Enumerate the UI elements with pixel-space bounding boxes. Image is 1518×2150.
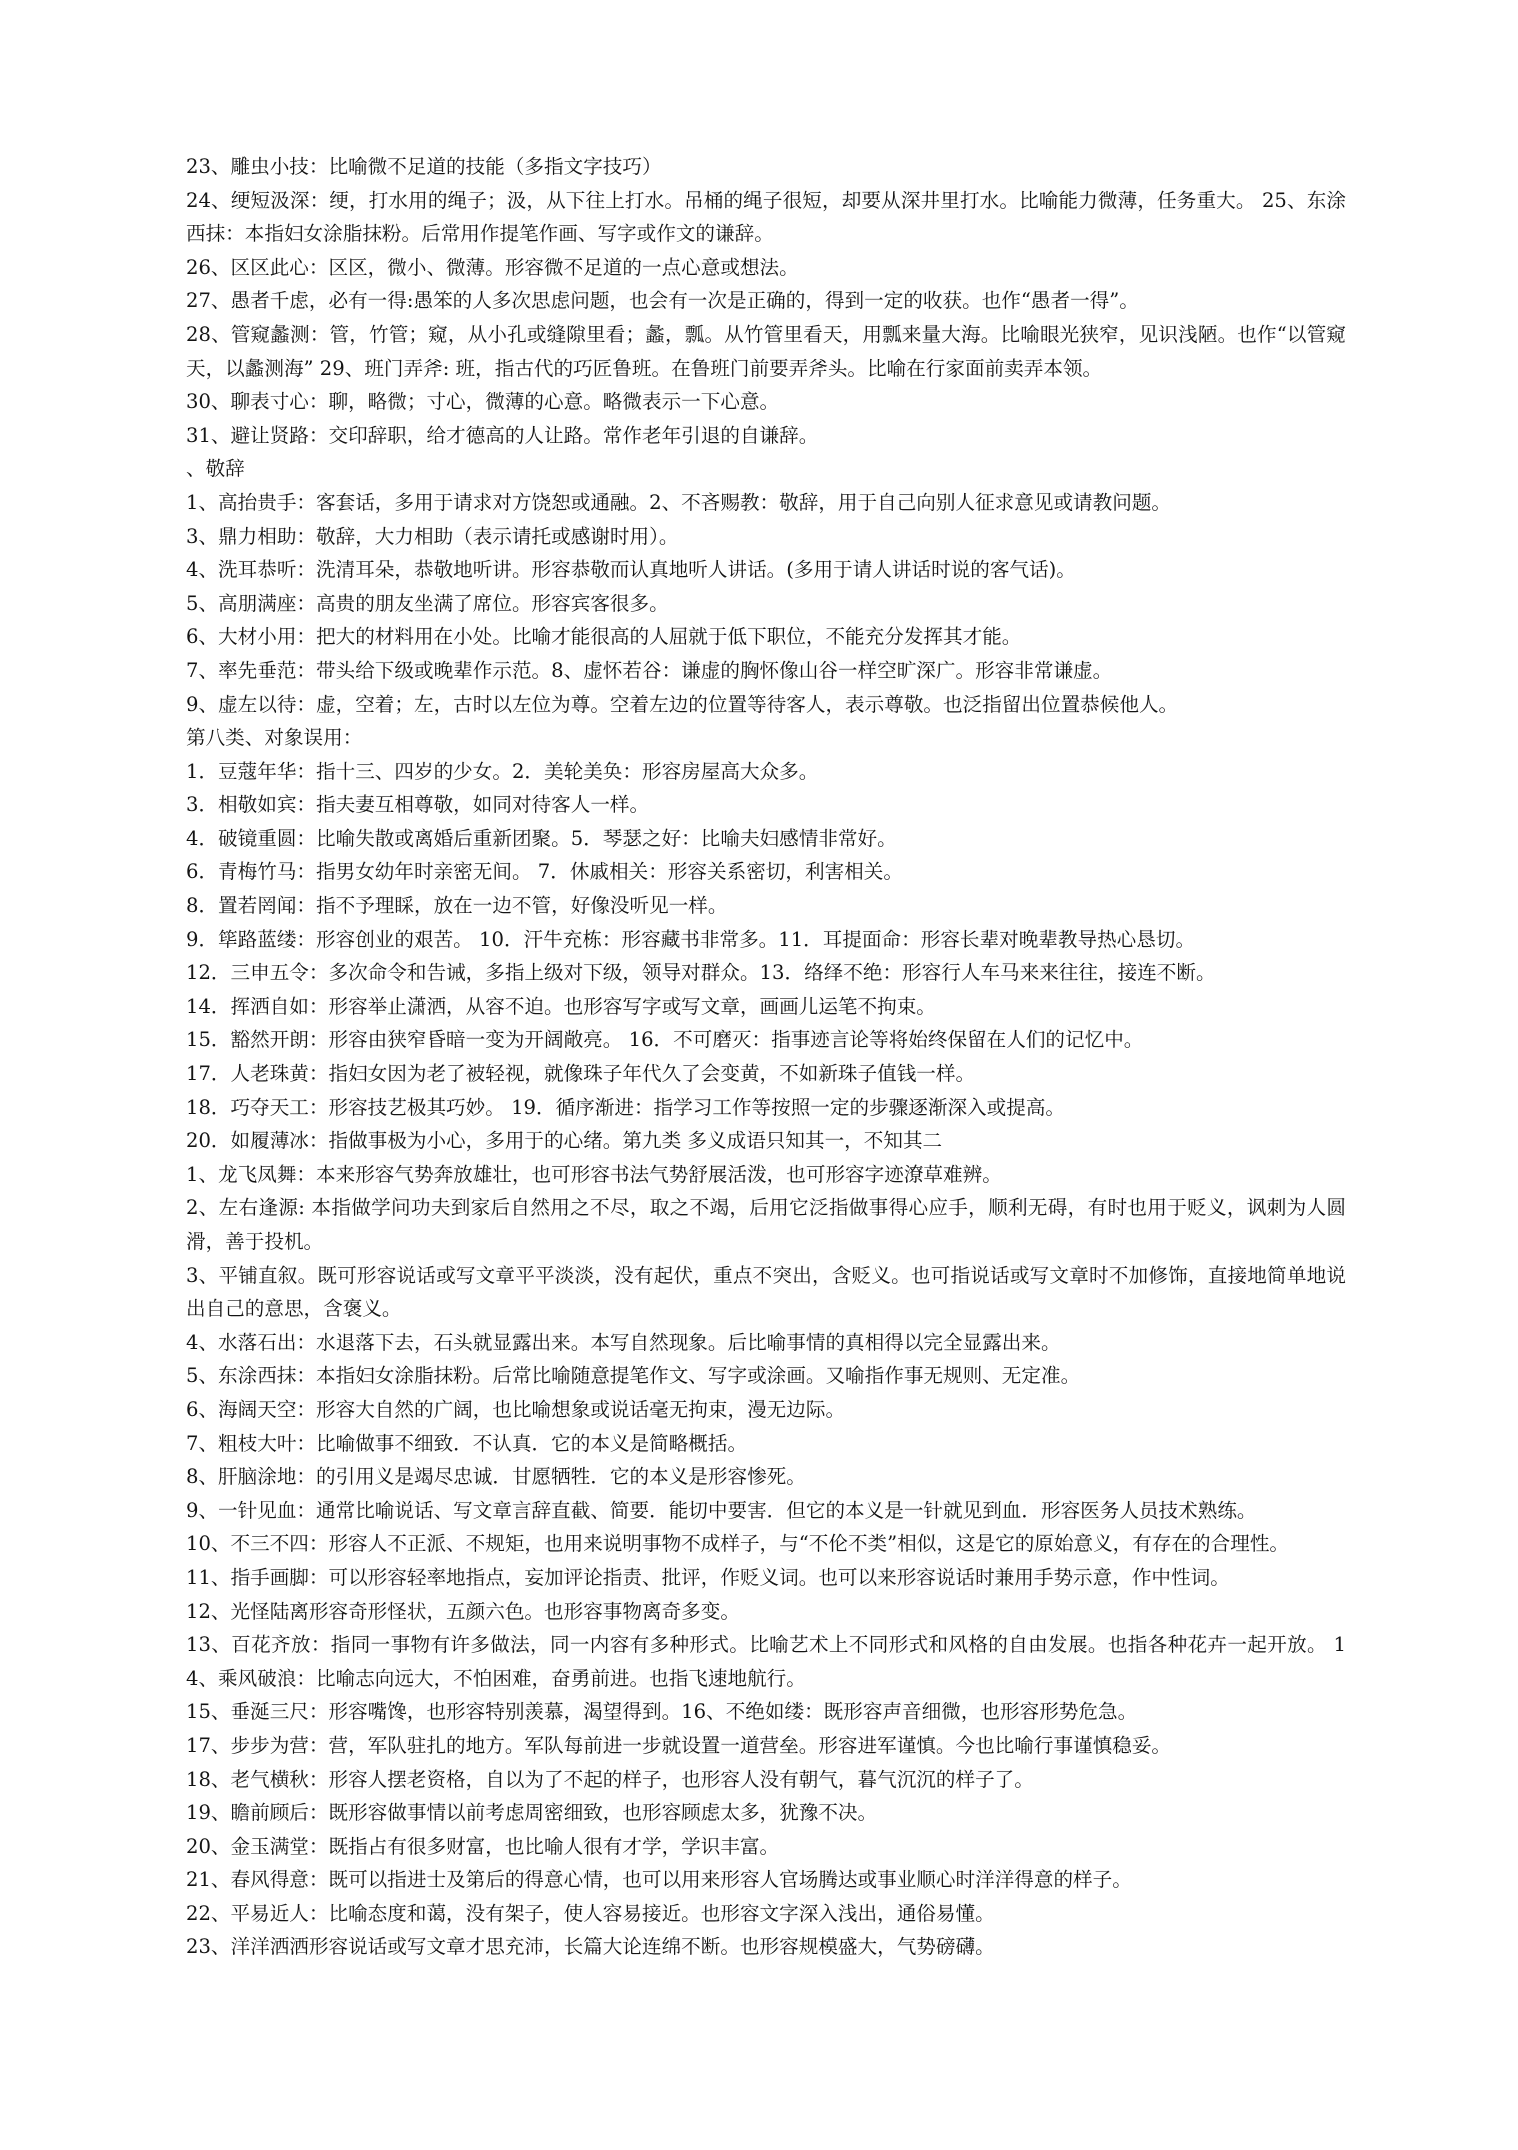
- text-paragraph: 11、指手画脚：可以形容轻率地指点，妄加评论指责、批评，作贬义词。也可以来形容说话时兼用手势示意，作中性词。: [186, 1565, 1230, 1589]
- text-paragraph: 17、步步为营：营，军队驻扎的地方。军队每前进一步就设置一道营垒。形容进军谨慎。今也比喻行事谨慎稳妥。: [186, 1733, 1172, 1757]
- text-paragraph: 第八类、对象误用：: [186, 726, 363, 750]
- text-paragraph: 4、洗耳恭听：洗清耳朵，恭敬地听讲。形容恭敬而认真地听人讲话。(多用于请人讲话时说的客气话)。: [186, 558, 1076, 582]
- text-paragraph: 9．筚路蓝缕：形容创业的艰苦。 10．汗牛充栋：形容藏书非常多。11．耳提面命：形容长辈对晚辈教导热心恳切。: [186, 927, 1196, 951]
- text-paragraph: 9、虚左以待：虚，空着；左，古时以左位为尊。空着左边的位置等待客人，表示尊敬。也泛指留出位置恭候他人。: [186, 692, 1179, 716]
- text-paragraph: 1、高抬贵手：客套话，多用于请求对方饶恕或通融。2、不吝赐教：敬辞，用于自己向别人征求意见或请教问题。: [186, 490, 1172, 514]
- text-paragraph: 14．挥洒自如：形容举止潇洒，从容不迫。也形容写字或写文章，画画儿运笔不拘束。: [186, 994, 936, 1018]
- text-paragraph: 12．三申五令：多次命令和告诫，多指上级对下级，领导对群众。13．络绎不绝：形容行人车马来来往往，接连不断。: [186, 961, 1216, 985]
- text-paragraph: 12、光怪陆离形容奇形怪状，五颜六色。也形容事物离奇多变。: [186, 1599, 740, 1623]
- text-paragraph: 4、水落石出：水退落下去，石头就显露出来。本写自然现象。后比喻事情的真相得以完全显露出来。: [186, 1330, 1061, 1354]
- text-paragraph: 5、东涂西抹：本指妇女涂脂抹粉。后常比喻随意提笔作文、写字或涂画。又喻指作事无规则、无定准。: [186, 1364, 1081, 1388]
- text-paragraph: 6、海阔天空：形容大自然的广阔，也比喻想象或说话毫无拘束，漫无边际。: [186, 1397, 846, 1421]
- text-paragraph: 13、百花齐放：指同一事物有许多做法，同一内容有多种形式。比喻艺术上不同形式和风格的自由发展。也指各种花卉一起开放。 14、乘风破浪：比喻志向远大，不怕困难，奋勇前进。也指飞速地航行。: [186, 1633, 1346, 1690]
- text-paragraph: 8．置若罔闻：指不予理睬，放在一边不管，好像没听见一样。: [186, 894, 728, 918]
- text-paragraph: 21、春风得意：既可以指进士及第后的得意心情，也可以用来形容人官场腾达或事业顺心时洋洋得意的样子。: [186, 1868, 1132, 1892]
- text-paragraph: 17．人老珠黄：指妇女因为老了被轻视，就像珠子年代久了会变黄，不如新珠子值钱一样。: [186, 1062, 976, 1086]
- text-paragraph: 1、龙飞凤舞：本来形容气势奔放雄壮，也可形容书法气势舒展活泼，也可形容字迹潦草难辨。: [186, 1162, 1002, 1186]
- text-paragraph: 20、金玉满堂：既指占有很多财富，也比喻人很有才学，学识丰富。: [186, 1834, 780, 1858]
- text-paragraph: 15．豁然开朗：形容由狭窄昏暗一变为开阔敞亮。 16．不可磨灭：指事迹言论等将始终保留在人们的记忆中。: [186, 1028, 1144, 1052]
- text-paragraph: 28、管窥蠡测：管，竹管；窥，从小孔或缝隙里看；蠡，瓢。从竹管里看天，用瓢来量大海。比喻眼光狭窄，见识浅陋。也作“以管窥天，以蠡测海” 29、班门弄斧: 班，指古代的巧匠鲁班。在鲁班门前要弄斧头。比喻在行家面前卖弄本领。: [186, 322, 1346, 380]
- text-paragraph: 3．相敬如宾：指夫妻互相尊敬，如同对待客人一样。: [186, 793, 650, 817]
- text-paragraph: 18．巧夺天工：形容技艺极其巧妙。 19．循序渐进：指学习工作等按照一定的步骤逐渐深入或提高。: [186, 1095, 1066, 1119]
- text-paragraph: 15、垂涎三尺：形容嘴馋，也形容特别羡慕，渴望得到。16、不绝如缕：既形容声音细微，也形容形势危急。: [186, 1700, 1138, 1724]
- text-paragraph: 4．破镜重圆：比喻失散或离婚后重新团聚。5．琴瑟之好：比喻夫妇感情非常好。: [186, 826, 897, 850]
- text-paragraph: 30、聊表寸心：聊，略微；寸心，微薄的心意。略微表示一下心意。: [186, 390, 780, 414]
- text-paragraph: 7、率先垂范：带头给下级或晚辈作示范。8、虚怀若谷：谦虚的胸怀像山谷一样空旷深广。形容非常谦虚。: [186, 658, 1113, 682]
- text-paragraph: 19、瞻前顾后：既形容做事情以前考虑周密细致，也形容顾虑太多，犹豫不决。: [186, 1801, 878, 1825]
- text-paragraph: 26、区区此心：区区，微小、微薄。形容微不足道的一点心意或想法。: [186, 255, 799, 279]
- text-paragraph: 6、大材小用：把大的材料用在小处。比喻才能很高的人屈就于低下职位，不能充分发挥其才能。: [186, 625, 1022, 649]
- text-paragraph: 9、一针见血：通常比喻说话、写文章言辞直截、简要．能切中要害．但它的本义是一针就见到血．形容医务人员技术熟练。: [186, 1498, 1257, 1522]
- text-paragraph: 22、平易近人：比喻态度和蔼，没有架子，使人容易接近。也形容文字深入浅出，通俗易懂。: [186, 1901, 995, 1925]
- text-paragraph: 2、左右逢源: 本指做学问功夫到家后自然用之不尽，取之不竭，后用它泛指做事得心应手，顺利无碍，有时也用于贬义，讽刺为人圆滑，善于投机。: [186, 1196, 1346, 1253]
- text-paragraph: 6．青梅竹马：指男女幼年时亲密无间。 7．休戚相关：形容关系密切，利害相关。: [186, 860, 903, 884]
- text-paragraph: 23、洋洋洒洒形容说话或写文章才思充沛，长篇大论连绵不断。也形容规模盛大，气势磅礴。: [186, 1935, 995, 1959]
- text-paragraph: 31、避让贤路：交印辞职，给才德高的人让路。常作老年引退的自谦辞。: [186, 423, 819, 447]
- text-paragraph: 20．如履薄冰：指做事极为小心，多用于的心绪。第九类 多义成语只知其一，不知其二: [186, 1129, 943, 1153]
- text-paragraph: 8、肝脑涂地：的引用义是竭尽忠诚．甘愿牺牲．它的本义是形容惨死。: [186, 1465, 806, 1489]
- text-paragraph: 3、鼎力相助：敬辞，大力相助（表示请托或感谢时用）。: [186, 524, 679, 548]
- text-paragraph: 、敬辞: [186, 457, 245, 481]
- text-paragraph: 7、粗枝大叶：比喻做事不细致．不认真．它的本义是简略概括。: [186, 1431, 748, 1455]
- text-paragraph: 5、高朋满座：高贵的朋友坐满了席位。形容宾客很多。: [186, 591, 669, 615]
- document-body: [186, 150, 1346, 1964]
- text-paragraph: 24、绠短汲深：绠，打水用的绳子；汲，从下往上打水。吊桶的绳子很短，却要从深井里打水。比喻能力微薄，任务重大。 25、东涂西抹：本指妇女涂脂抹粉。后常用作提笔作画、写字或作文的谦辞。: [186, 188, 1346, 246]
- text-paragraph: 10、不三不四：形容人不正派、不规矩，也用来说明事物不成样子，与“不伦不类”相似，这是它的原始意义，有存在的合理性。: [186, 1532, 1290, 1556]
- text-paragraph: 23、雕虫小技：比喻微不足道的技能（多指文字技巧）: [186, 155, 662, 178]
- text-paragraph: 1．豆蔻年华：指十三、四岁的少女。2．美轮美奂：形容房屋高大众多。: [186, 759, 819, 783]
- text-paragraph: 27、愚者千虑，必有一得:愚笨的人多次思虑问题，也会有一次是正确的，得到一定的收获。也作“愚者一得”。: [186, 289, 1139, 313]
- text-paragraph: 3、平铺直叙。既可形容说话或写文章平平淡淡，没有起伏，重点不突出，含贬义。也可指说话或写文章时不加修饰，直接地简单地说出自己的意思，含褒义。: [186, 1263, 1346, 1321]
- text-paragraph: 18、老气横秋：形容人摆老资格，自以为了不起的样子，也形容人没有朝气，暮气沉沉的样子了。: [186, 1767, 1034, 1791]
